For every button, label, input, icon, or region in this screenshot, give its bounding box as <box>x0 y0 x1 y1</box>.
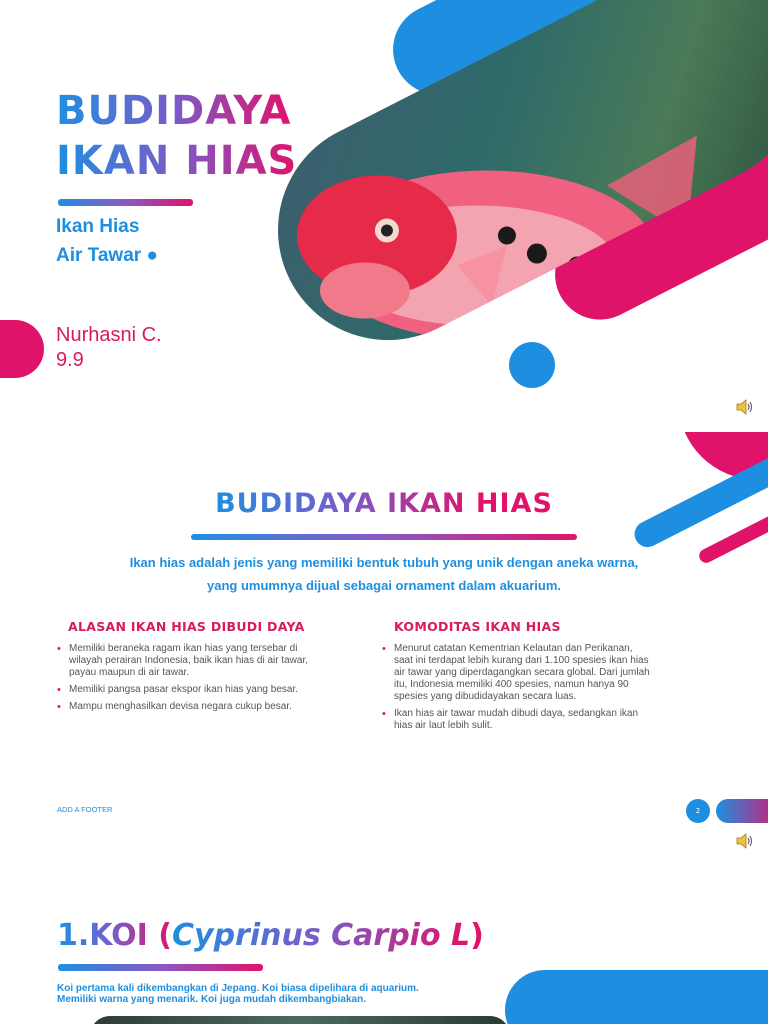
slide3-title-italic: Cyprinus Carpio L <box>172 918 471 953</box>
right-bullet-list <box>382 643 652 737</box>
list-item: • Mampu menghasilkan devisa negara cukup besar. <box>57 701 327 713</box>
deco-pill-blue-s3 <box>505 970 768 1024</box>
slide3-title <box>57 918 484 953</box>
subtitle-line2: Air Tawar ● <box>56 245 158 266</box>
deco-pill-white-stripe <box>691 276 768 344</box>
slide3-title-prefix: 1.KOI ( <box>57 918 172 953</box>
left-bullet-list <box>57 643 327 718</box>
title-underline <box>58 199 193 206</box>
slide3-title-underline <box>58 964 263 971</box>
deco-dot-blue <box>509 342 555 388</box>
slide2-intro-line2: yang umumnya dijual sebagai ornament dalam akuarium. <box>207 578 561 593</box>
page-number-badge <box>686 799 710 823</box>
list-item: • Memiliki pangsa pasar ekspor ikan hias yang besar. <box>57 684 327 696</box>
subtitle-line1: Ikan Hias <box>56 216 140 237</box>
slide3-desc-line1: Koi pertama kali dikembangkan di Jepang. Koi biasa dipelihara di aquarium. <box>57 983 419 994</box>
slide1-title-line1: BUDIDAYA <box>56 88 292 134</box>
list-item: • Ikan hias air tawar mudah dibudi daya, sedangkan ikan hias air laut lebih sulit. <box>382 708 652 732</box>
author-class: 9.9 <box>56 349 84 371</box>
koi-photo <box>90 1016 510 1024</box>
speaker-icon[interactable] <box>735 398 755 415</box>
slide2-intro-line1: Ikan hias adalah jenis yang memiliki bentuk tubuh yang unik dengan aneka warna, <box>129 555 639 570</box>
footer-text[interactable]: ADD A FOOTER <box>57 805 113 814</box>
author-name: Nurhasni C. <box>56 324 162 346</box>
speaker-icon[interactable] <box>735 832 755 854</box>
page-number: 2 <box>695 807 701 815</box>
fish-photo <box>240 0 768 378</box>
slide-2 <box>0 432 768 832</box>
right-heading: KOMODITAS IKAN HIAS <box>394 619 561 634</box>
slide2-title-part2: HIAS <box>475 488 553 519</box>
slide2-title-part1: BUDIDAYA IKAN <box>215 488 476 519</box>
slide-1 <box>0 0 768 415</box>
slide3-desc-line2: Memiliki warna yang menarik. Koi juga mudah dikembangbiakan. <box>57 994 366 1005</box>
left-heading: ALASAN IKAN HIAS DIBUDI DAYA <box>68 619 305 634</box>
deco-footer-bar <box>716 799 768 823</box>
list-item: • Memiliki beraneka ragam ikan hias yang tersebar di wilayah perairan Indonesia, baik ikan hias di air tawar, payau maupun di air tawar. <box>57 643 327 679</box>
slide1-title-line2: IKAN HIAS <box>56 138 298 184</box>
list-item: • Menurut catatan Kementrian Kelautan dan Perikanan, saat ini terdapat lebih kurang dari 1.100 spesies ikan hias air tawar yang diperdagangkan secara global. Dari jumlah itu, Indonesia memiliki 400 spesies, namun hanya 90 spesies yang dibudidayakan secara luas. <box>382 643 652 703</box>
slide2-title-underline <box>191 534 577 540</box>
slide2-title <box>0 488 768 519</box>
deco-halfcircle-left <box>0 320 44 378</box>
slide3-title-suffix: ) <box>470 918 484 953</box>
slide-3 <box>0 870 768 1024</box>
